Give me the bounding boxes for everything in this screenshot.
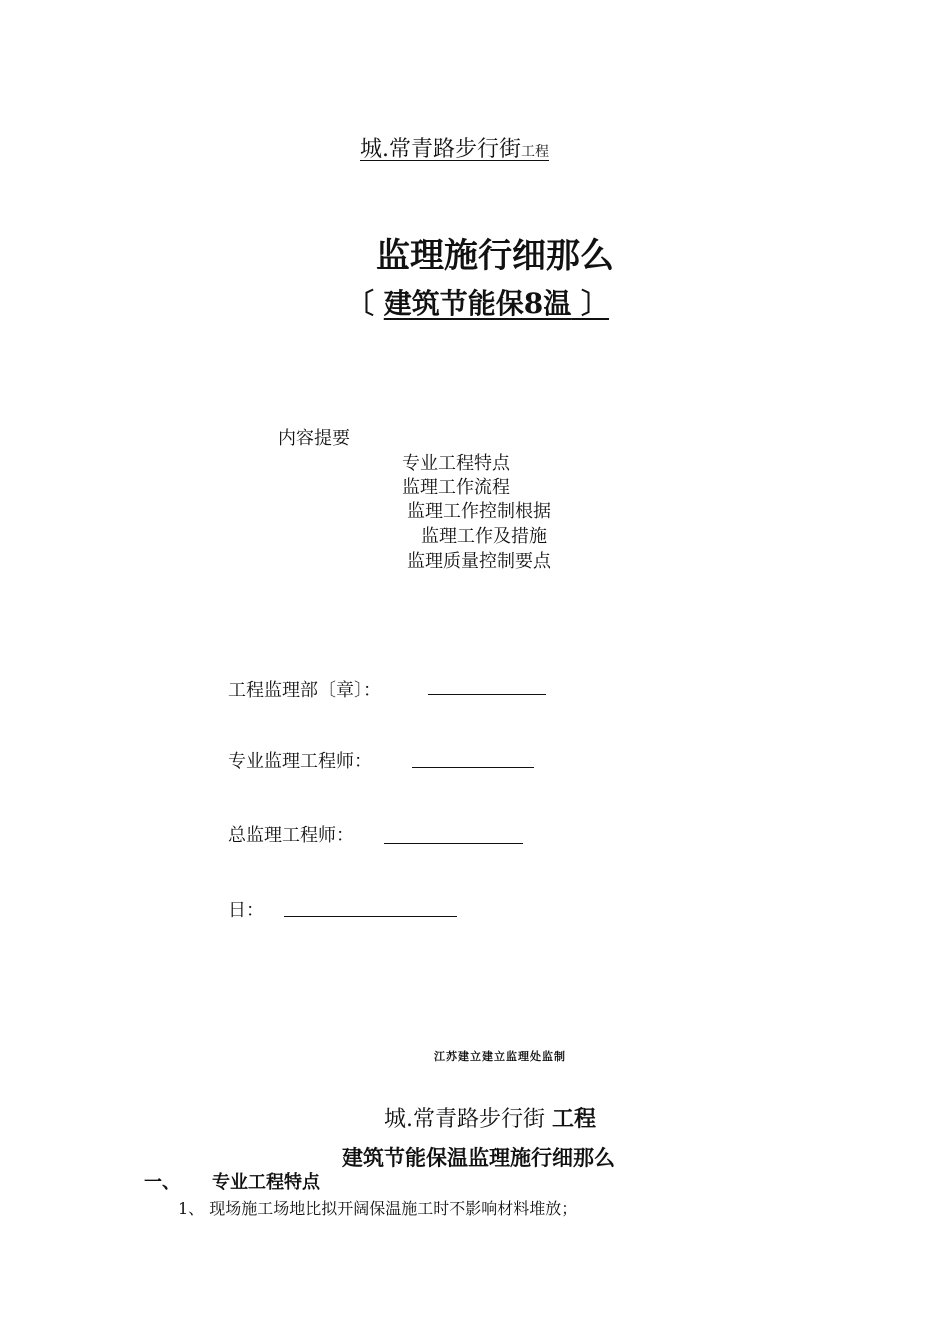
section-number: 一、 — [144, 1172, 180, 1193]
project-name-text: 城.常青路步行街 — [360, 137, 521, 162]
signature-date-label: 日： — [228, 900, 264, 921]
signature-department-line — [428, 694, 546, 695]
signature-chief-line — [384, 843, 523, 844]
signature-specialist-line — [412, 767, 534, 768]
summary-item: 监理质量控制要点 — [407, 551, 551, 572]
cover-title: 监理施行细那么 — [376, 236, 614, 276]
summary-item: 专业工程特点 — [402, 453, 510, 474]
section-title: 专业工程特点 — [212, 1172, 320, 1193]
signature-department-label: 工程监理部〔章〕： — [228, 680, 381, 701]
page2-project-name — [384, 1102, 596, 1133]
cover-subtitle — [346, 282, 609, 322]
summary-item: 监理工作及措施 — [421, 526, 547, 547]
subtitle-close-bracket: 〕 — [581, 287, 610, 320]
page2-project-text: 城.常青路步行街 — [384, 1107, 545, 1132]
list-item: 1、 现场施工场地比拟开阔保温施工时不影响材料堆放； — [178, 1199, 578, 1218]
subtitle-label: 建筑节能保8温 — [383, 287, 572, 320]
subtitle-open-bracket: 〔 — [346, 287, 375, 320]
page2-title: 建筑节能保温监理施行细那么 — [342, 1145, 615, 1170]
summary-item: 监理工作流程 — [402, 477, 510, 498]
summary-item: 监理工作控制根据 — [407, 501, 551, 522]
page2-project-suffix: 工程 — [552, 1107, 597, 1132]
subtitle-text — [384, 287, 609, 320]
signature-specialist-label: 专业监理工程师： — [228, 751, 372, 772]
cover-project-name — [360, 132, 549, 163]
summary-heading: 内容提要 — [278, 428, 350, 449]
signature-date-line — [284, 916, 457, 917]
project-suffix-text: 工程 — [521, 144, 549, 160]
issuer-text: 江苏建立建立监理处监制 — [434, 1050, 566, 1063]
signature-chief-label: 总监理工程师： — [228, 825, 354, 846]
